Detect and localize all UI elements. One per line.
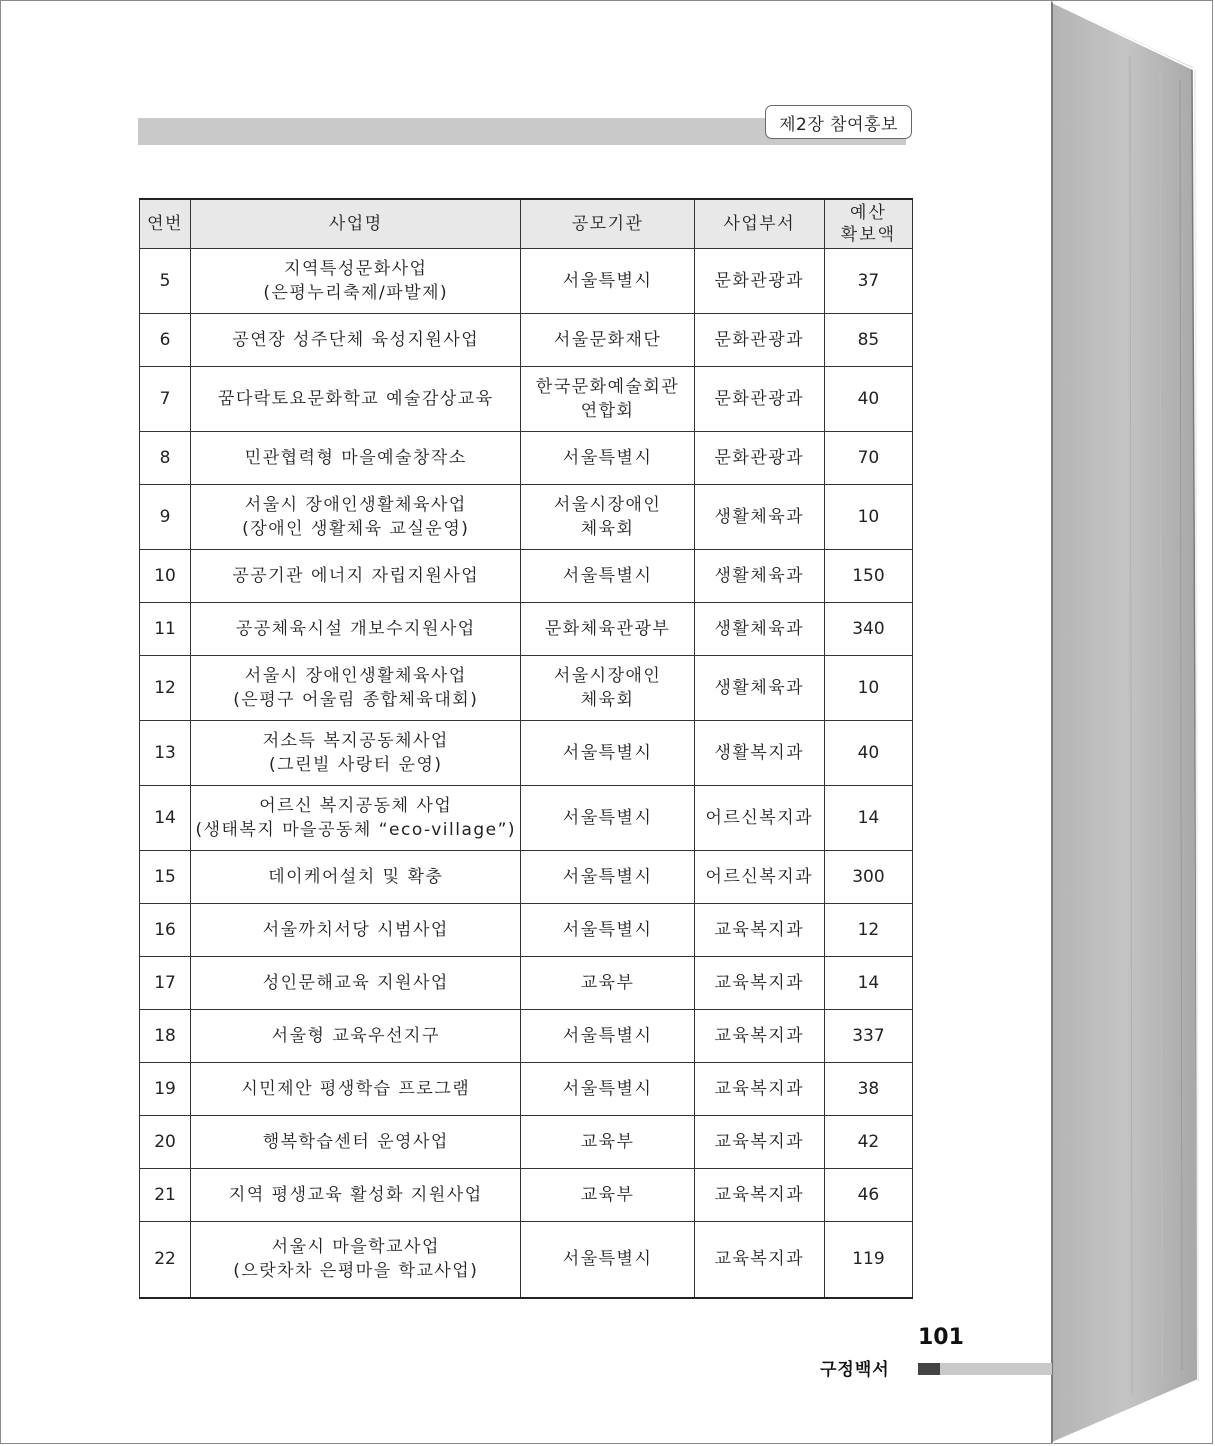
agency-line: 서울시장애인 <box>553 495 662 515</box>
row-number: 11 <box>140 603 191 656</box>
table-row <box>140 432 913 485</box>
table-row <box>140 249 913 314</box>
department: 문화관광과 <box>694 314 824 367</box>
table-row <box>140 656 913 721</box>
budget-amount: 40 <box>824 721 912 786</box>
project-name <box>191 656 521 721</box>
agency <box>521 904 694 957</box>
agency-line: 서울특별시 <box>562 1079 653 1099</box>
table-row <box>140 1169 913 1222</box>
projects-table <box>139 198 913 1299</box>
budget-amount: 42 <box>824 1116 912 1169</box>
agency <box>521 432 694 485</box>
book-title: 구정백서 <box>820 1360 890 1380</box>
project-name <box>191 957 521 1010</box>
footer-bar-accent <box>918 1363 940 1375</box>
table-header-row <box>140 199 913 249</box>
budget-amount: 46 <box>824 1169 912 1222</box>
agency-line: 체육회 <box>580 690 635 710</box>
column-header-dept: 사업부서 <box>694 199 824 249</box>
agency-line: 연합회 <box>580 401 635 421</box>
row-number: 18 <box>140 1010 191 1063</box>
table-row <box>140 367 913 432</box>
project-name <box>191 367 521 432</box>
project-name <box>191 603 521 656</box>
project-name-line: 공연장 성주단체 육성지원사업 <box>232 330 480 350</box>
agency-line: 서울특별시 <box>562 808 653 828</box>
table-row <box>140 1222 913 1298</box>
department: 어르신복지과 <box>694 851 824 904</box>
agency-line: 체육회 <box>580 519 635 539</box>
row-number: 20 <box>140 1116 191 1169</box>
project-name <box>191 1116 521 1169</box>
project-name-line: 공공체육시설 개보수지원사업 <box>235 619 476 639</box>
project-name <box>191 1063 521 1116</box>
agency <box>521 1116 694 1169</box>
budget-amount: 85 <box>824 314 912 367</box>
row-number: 9 <box>140 485 191 550</box>
project-name-line: 성인문해교육 지원사업 <box>262 973 449 993</box>
agency <box>521 1169 694 1222</box>
department: 문화관광과 <box>694 432 824 485</box>
agency <box>521 367 694 432</box>
row-number: 5 <box>140 249 191 314</box>
project-name <box>191 249 521 314</box>
project-name-line: 서울형 교육우선지구 <box>271 1026 440 1046</box>
budget-amount: 70 <box>824 432 912 485</box>
project-name-line: (은평구 어울림 종합체육대회) <box>233 690 479 710</box>
project-name-line: 공공기관 에너지 자립지원사업 <box>232 566 480 586</box>
agency-line: 교육부 <box>580 1185 635 1205</box>
budget-amount: 119 <box>824 1222 912 1298</box>
table-row <box>140 314 913 367</box>
row-number: 16 <box>140 904 191 957</box>
table-row <box>140 550 913 603</box>
department: 생활체육과 <box>694 603 824 656</box>
project-name <box>191 1222 521 1298</box>
budget-amount: 337 <box>824 1010 912 1063</box>
row-number: 21 <box>140 1169 191 1222</box>
agency-line: 서울특별시 <box>562 743 653 763</box>
row-number: 15 <box>140 851 191 904</box>
row-number: 10 <box>140 550 191 603</box>
department: 교육복지과 <box>694 1010 824 1063</box>
row-number: 12 <box>140 656 191 721</box>
project-name-line: (생태복지 마을공동체 “eco-village”) <box>195 820 517 840</box>
agency-line: 서울특별시 <box>562 271 653 291</box>
project-name <box>191 721 521 786</box>
budget-amount: 340 <box>824 603 912 656</box>
row-number: 6 <box>140 314 191 367</box>
budget-amount: 38 <box>824 1063 912 1116</box>
budget-amount: 10 <box>824 485 912 550</box>
row-number: 7 <box>140 367 191 432</box>
agency-line: 한국문화예술회관 <box>535 377 680 397</box>
table-row <box>140 957 913 1010</box>
table-row <box>140 1010 913 1063</box>
agency-line: 서울특별시 <box>562 448 653 468</box>
project-name-line: 데이케어설치 및 확충 <box>268 867 444 887</box>
agency <box>521 1222 694 1298</box>
agency-line: 서울특별시 <box>562 1249 653 1270</box>
department: 문화관광과 <box>694 367 824 432</box>
agency <box>521 1063 694 1116</box>
agency <box>521 314 694 367</box>
column-header-name: 사업명 <box>191 199 521 249</box>
budget-amount: 14 <box>824 786 912 851</box>
department: 교육복지과 <box>694 1116 824 1169</box>
budget-amount: 150 <box>824 550 912 603</box>
table-row <box>140 904 913 957</box>
budget-amount: 12 <box>824 904 912 957</box>
project-name-line: (장애인 생활체육 교실운영) <box>242 519 470 539</box>
department: 교육복지과 <box>694 1169 824 1222</box>
agency <box>521 786 694 851</box>
agency <box>521 656 694 721</box>
agency-line: 교육부 <box>580 973 635 993</box>
agency <box>521 1010 694 1063</box>
table-row <box>140 721 913 786</box>
department: 생활체육과 <box>694 485 824 550</box>
department: 생활체육과 <box>694 656 824 721</box>
project-name <box>191 851 521 904</box>
project-name-line: 시민제안 평생학습 프로그램 <box>241 1079 471 1099</box>
department: 생활체육과 <box>694 550 824 603</box>
project-name <box>191 1169 521 1222</box>
project-name-line: 민관협력형 마을예술창작소 <box>244 448 467 468</box>
agency-line: 서울특별시 <box>562 920 653 940</box>
project-name-line: 서울시 장애인생활체육사업 <box>244 495 467 515</box>
budget-amount: 300 <box>824 851 912 904</box>
agency <box>521 550 694 603</box>
department: 교육복지과 <box>694 1222 824 1298</box>
department: 교육복지과 <box>694 1063 824 1116</box>
project-name-line: 서울까치서당 시범사업 <box>262 920 449 940</box>
project-name-line: (으랏차차 은평마을 학교사업) <box>233 1261 479 1282</box>
table-row <box>140 786 913 851</box>
agency <box>521 721 694 786</box>
table-body <box>140 249 913 1298</box>
project-name-line: 꿈다락토요문화학교 예술감상교육 <box>217 389 494 409</box>
department: 교육복지과 <box>694 957 824 1010</box>
agency-line: 서울특별시 <box>562 1026 653 1046</box>
agency <box>521 603 694 656</box>
agency-line: 서울문화재단 <box>553 330 662 350</box>
project-name-line: 지역 평생교육 활성화 지원사업 <box>228 1185 483 1205</box>
project-name-line: 어르신 복지공동체 사업 <box>259 796 453 816</box>
department: 생활복지과 <box>694 721 824 786</box>
row-number: 19 <box>140 1063 191 1116</box>
project-name <box>191 786 521 851</box>
project-name-line: (은평누리축제/파발제) <box>263 283 449 303</box>
agency <box>521 249 694 314</box>
budget-amount: 40 <box>824 367 912 432</box>
table-row <box>140 851 913 904</box>
budget-header-line2: 확보액 <box>840 225 897 245</box>
chapter-label: 제2장 참여홍보 <box>765 105 912 139</box>
project-name-line: 지역특성문화사업 <box>284 259 428 279</box>
column-header-no: 연번 <box>140 199 191 249</box>
table-row <box>140 1063 913 1116</box>
project-name-line: (그린빌 사랑터 운영) <box>269 755 443 775</box>
agency-line: 교육부 <box>580 1132 635 1152</box>
agency <box>521 957 694 1010</box>
budget-amount: 10 <box>824 656 912 721</box>
project-name <box>191 485 521 550</box>
row-number: 14 <box>140 786 191 851</box>
footer-bar <box>940 1363 1052 1375</box>
row-number: 17 <box>140 957 191 1010</box>
project-name <box>191 314 521 367</box>
project-name-line: 서울시 장애인생활체육사업 <box>244 666 467 686</box>
column-header-budget <box>824 199 912 249</box>
project-name-line: 행복학습센터 운영사업 <box>262 1132 449 1152</box>
row-number: 8 <box>140 432 191 485</box>
project-name-line: 서울시 마을학교사업 <box>271 1237 440 1258</box>
department: 어르신복지과 <box>694 786 824 851</box>
page-number: 101 <box>918 1325 964 1350</box>
budget-header-line1: 예산 <box>850 203 887 223</box>
agency-line: 서울특별시 <box>562 566 653 586</box>
table-row <box>140 485 913 550</box>
row-number: 22 <box>140 1222 191 1298</box>
agency <box>521 485 694 550</box>
agency-line: 서울특별시 <box>562 867 653 887</box>
budget-amount: 37 <box>824 249 912 314</box>
table-row <box>140 1116 913 1169</box>
table-row <box>140 603 913 656</box>
project-name <box>191 432 521 485</box>
agency-line: 문화체육관광부 <box>544 619 671 639</box>
column-header-agency: 공모기관 <box>521 199 694 249</box>
project-name <box>191 550 521 603</box>
project-name <box>191 904 521 957</box>
budget-amount: 14 <box>824 957 912 1010</box>
project-name <box>191 1010 521 1063</box>
agency-line: 서울시장애인 <box>553 666 662 686</box>
project-name-line: 저소득 복지공동체사업 <box>262 731 449 751</box>
department: 문화관광과 <box>694 249 824 314</box>
row-number: 13 <box>140 721 191 786</box>
department: 교육복지과 <box>694 904 824 957</box>
agency <box>521 851 694 904</box>
